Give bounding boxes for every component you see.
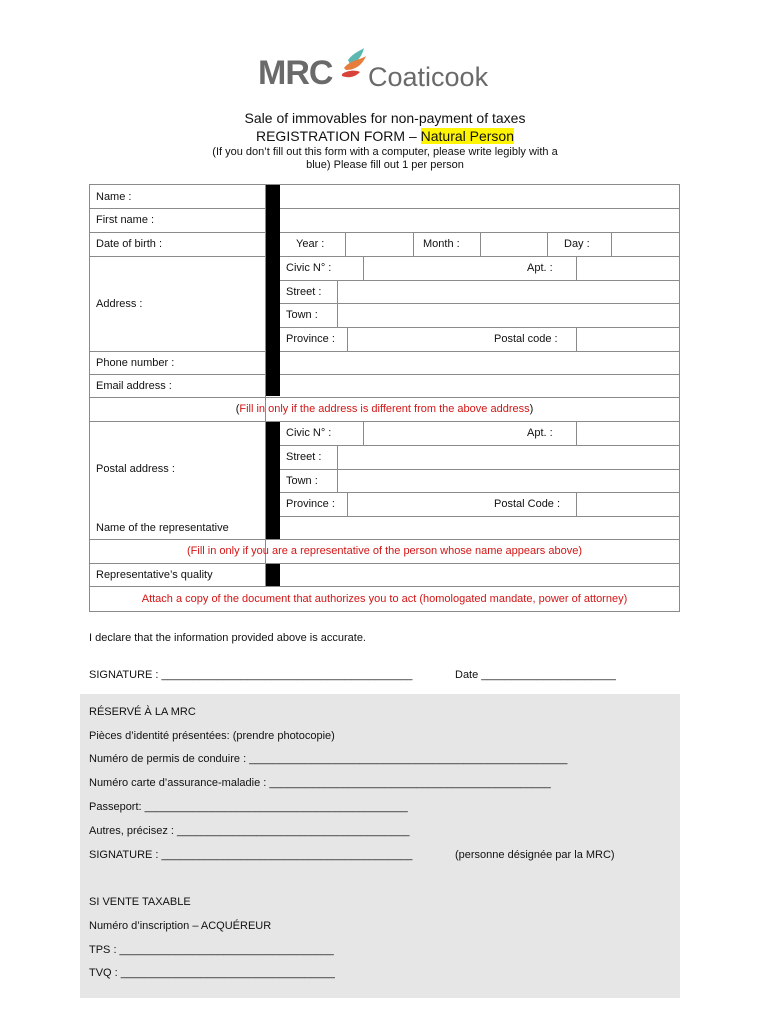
form-subtitle <box>0 128 770 144</box>
designee-note: (personne désignée par la MRC) <box>455 849 615 861</box>
label-province: Province : <box>286 333 335 345</box>
label-civic: Civic N° : <box>286 262 332 274</box>
label-rep-name: Name of the representative <box>96 521 229 534</box>
label-postal-address: Postal address : <box>96 462 175 475</box>
mrc-signature-line[interactable]: SIGNATURE : _________________________________________ <box>89 849 413 861</box>
inscription-label: Numéro d’inscription – ACQUÉREUR <box>89 920 272 932</box>
mrc-coaticook-logo <box>258 48 518 96</box>
label-date-of-birth: Date of birth : <box>96 238 163 250</box>
carte-line[interactable]: Numéro carte d’assurance-maladie : ______________________________________________ <box>89 777 551 789</box>
street-field-2[interactable] <box>338 445 679 469</box>
subtitle-highlight: Natural Person <box>420 128 515 144</box>
date-line[interactable]: Date ______________________ <box>455 669 616 681</box>
registration-form-table <box>89 184 680 612</box>
label-name: Name : <box>96 190 132 203</box>
label-apt-2: Apt. : <box>527 427 553 439</box>
apt-field[interactable] <box>577 256 679 280</box>
instructions-line-1: (If you don’t fill out this form with a computer, please write legibly with a <box>212 146 558 158</box>
phone-field[interactable] <box>280 351 679 374</box>
label-province-2: Province : <box>286 498 335 510</box>
year-field[interactable] <box>346 232 413 256</box>
note-representative: (Fill in only if you are a representative of the person whose name appears above) <box>187 545 582 557</box>
vente-taxable-title: SI VENTE TAXABLE <box>89 896 191 908</box>
subtitle-prefix: REGISTRATION FORM – <box>255 128 421 144</box>
label-street: Street : <box>286 285 322 298</box>
label-postal-code: Postal code : <box>494 333 558 345</box>
label-month: Month : <box>423 238 460 250</box>
permis-line[interactable]: Numéro de permis de conduire : ____________________________________________________ <box>89 753 568 765</box>
autres-line[interactable]: Autres, précisez : ______________________________________ <box>89 825 410 837</box>
tps-line[interactable]: TPS : ___________________________________ <box>89 944 334 956</box>
note-different-address <box>90 397 679 421</box>
note-paren-close: ) <box>529 403 534 415</box>
label-first-name: First name : <box>96 214 155 226</box>
leaf-mark-icon <box>340 48 370 88</box>
label-year: Year : <box>296 238 325 250</box>
label-street-2: Street : <box>286 451 322 463</box>
label-town-2: Town : <box>286 474 318 487</box>
label-phone: Phone number : <box>96 356 175 369</box>
email-field[interactable] <box>280 374 679 397</box>
name-field[interactable] <box>280 185 679 208</box>
logo-coaticook-text: Coaticook <box>368 62 489 92</box>
separator-bar <box>265 185 280 396</box>
form-title: Sale of immovables for non-payment of taxes <box>244 110 526 126</box>
postal-code-field-2[interactable] <box>577 492 679 516</box>
label-email: Email address : <box>96 379 172 392</box>
tvq-line[interactable]: TVQ : ___________________________________ <box>89 967 335 979</box>
separator-bar <box>265 563 280 586</box>
note-address-text: Fill in only if the address is different from the above address <box>239 403 530 415</box>
civic-field-2[interactable] <box>364 421 514 445</box>
label-town: Town : <box>286 309 318 321</box>
rep-quality-field[interactable] <box>280 563 679 586</box>
apt-field-2[interactable] <box>577 421 679 445</box>
reserved-title: RÉSERVÉ À LA MRC <box>89 706 196 718</box>
province-field-2[interactable] <box>348 492 488 516</box>
town-field[interactable] <box>338 303 679 327</box>
province-field[interactable] <box>348 327 488 351</box>
instructions-line-2: blue) Please fill out 1 per person <box>306 159 464 171</box>
signature-line[interactable]: SIGNATURE : _________________________________________ <box>89 669 413 681</box>
month-field[interactable] <box>481 232 547 256</box>
label-rep-quality: Representative’s quality <box>96 568 213 581</box>
first-name-field[interactable] <box>280 208 679 232</box>
label-civic-2: Civic N° : <box>286 427 332 439</box>
logo-mrc-text: MRC <box>258 54 333 92</box>
postal-code-field[interactable] <box>577 327 679 351</box>
passeport-line[interactable]: Passeport: ___________________________________________ <box>89 801 408 813</box>
label-postal-code-2: Postal Code : <box>494 498 561 510</box>
street-field[interactable] <box>338 280 679 303</box>
label-day: Day : <box>564 238 590 250</box>
attach-document-note: Attach a copy of the document that authorizes you to act (homologated mandate, power of attorney) <box>141 592 628 605</box>
label-apt: Apt. : <box>527 262 553 274</box>
civic-field[interactable] <box>364 256 514 280</box>
note-paren-open: ( <box>235 403 240 415</box>
town-field-2[interactable] <box>338 469 679 492</box>
label-address: Address : <box>96 297 143 310</box>
separator-bar <box>265 421 280 539</box>
declaration-text: I declare that the information provided above is accurate. <box>89 632 366 644</box>
rep-name-field[interactable] <box>280 516 679 539</box>
day-field[interactable] <box>612 232 679 256</box>
pieces-identite: Pièces d’identité présentées: (prendre photocopie) <box>89 730 335 742</box>
